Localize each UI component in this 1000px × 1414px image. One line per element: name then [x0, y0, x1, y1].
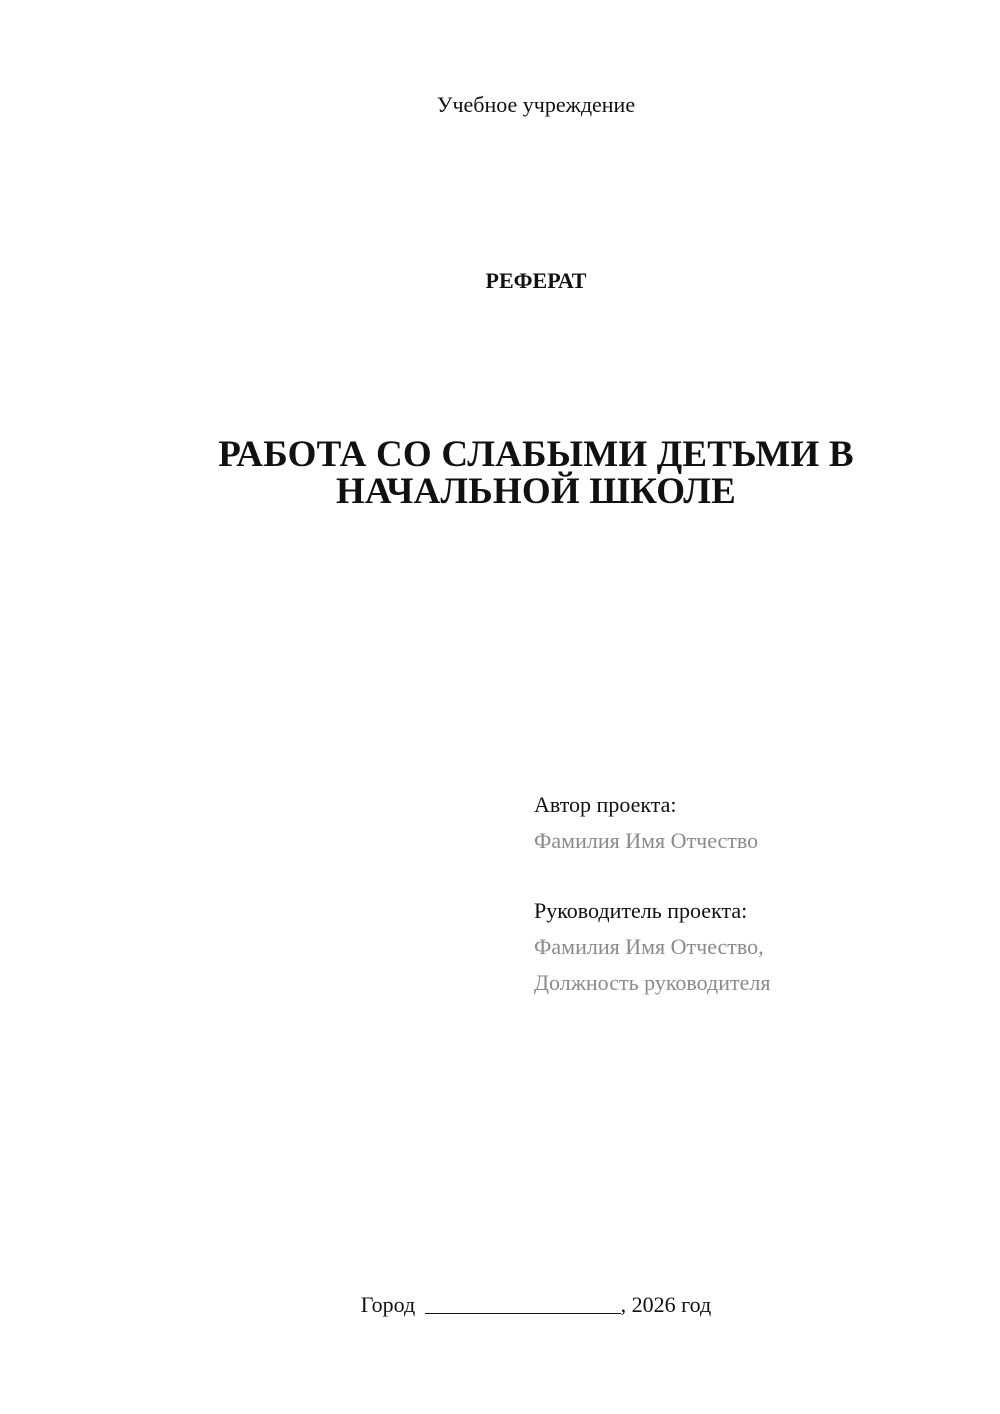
spacer	[534, 859, 974, 893]
title-line-1: РАБОТА СО СЛАБЫМИ ДЕТЬМИ В	[218, 434, 854, 475]
year-text: , 2026 год	[620, 1292, 712, 1317]
document-type: РЕФЕРАТ	[485, 268, 587, 293]
supervisor-name: Фамилия Имя Отчество,	[534, 934, 764, 959]
author-name: Фамилия Имя Отчество	[534, 828, 759, 853]
city-blank-line	[425, 1293, 621, 1314]
city-label: Город	[360, 1292, 416, 1317]
authors-block	[534, 787, 974, 1001]
footer-city-year	[0, 1290, 1000, 1320]
author-label: Автор проекта:	[534, 792, 677, 817]
institution-name: Учебное учреждение	[436, 92, 636, 117]
supervisor-label: Руководитель проекта:	[534, 898, 748, 923]
title-line-2: НАЧАЛЬНОЙ ШКОЛЕ	[335, 471, 737, 512]
supervisor-position: Должность руководителя	[534, 970, 771, 995]
document-title	[180, 436, 892, 510]
